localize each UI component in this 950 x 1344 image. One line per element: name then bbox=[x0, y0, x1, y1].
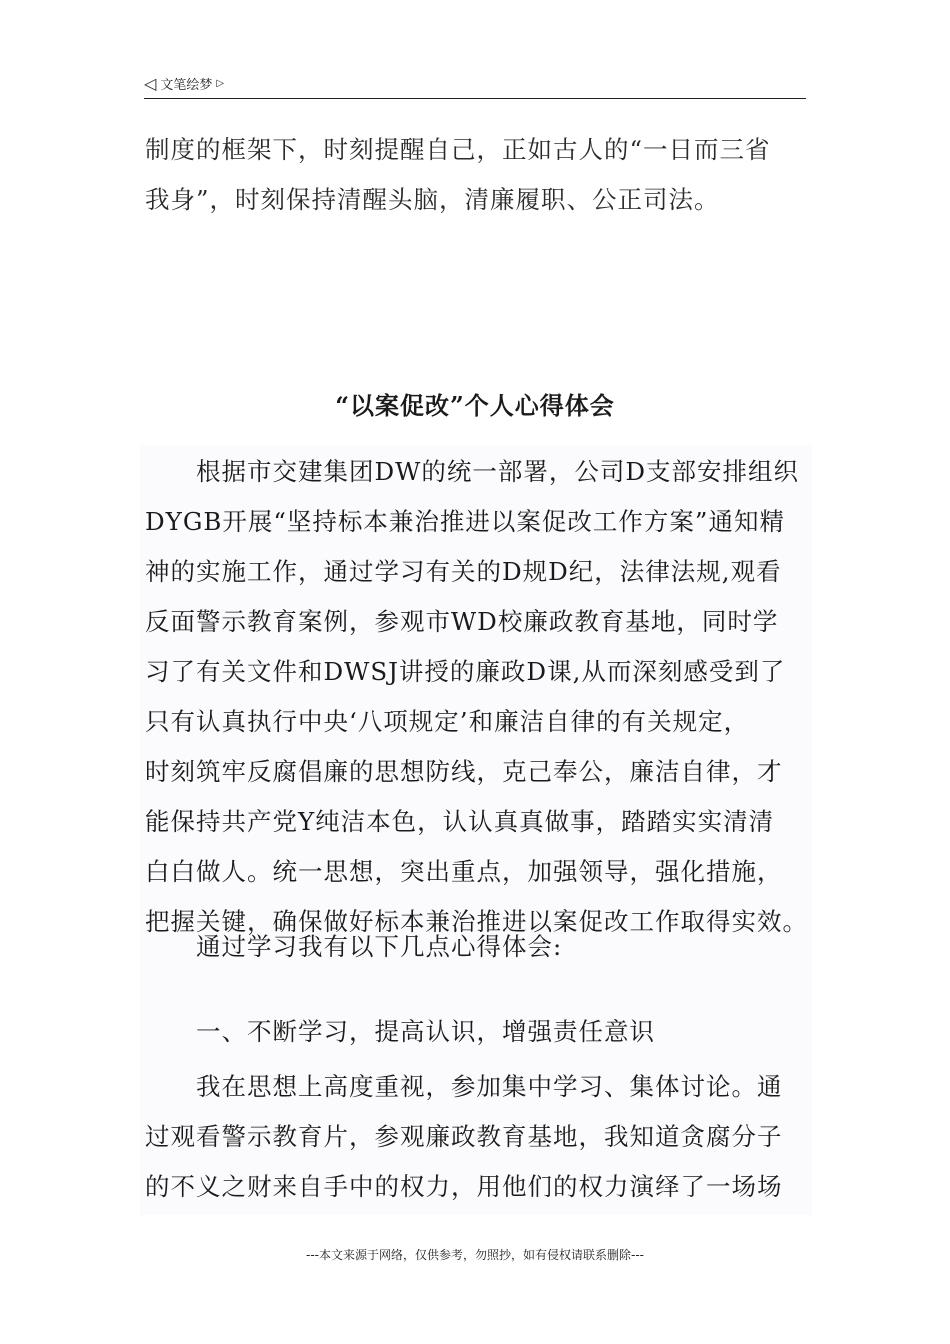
paragraph-intro: 根据市交建集团DW的统一部署，公司D支部安排组织 DYGB开展“坚持标本兼治推进以案促改工作方案”通知精 神的实施工作，通过学习有关的D规D纪，法律法规,观看 反面警示教育案例，参观市WD校廉政教育基地，同时学 习了有关文件和DWSJ讲授的廉政D课,从而深刻感受到了 只有认真执行中央‘八项规定’和廉洁自律的有关规定， 时刻筑牢反腐倡廉的思想防线，克己奉公，廉洁自律，才 能保持共产党Y纯洁本色，认认真真做事，踏踏实实清清 白白做人。统一思想，突出重点，加强领导，强化措施， 把握关键，确保做好标本兼治推进以案促改工作取得实效。 bbox=[145, 457, 808, 936]
header-text: 文笔绘梦 bbox=[160, 78, 213, 93]
continuation-paragraph: 制度的框架下，时刻提醒自己，正如古人的“一日而三省 我身”，时刻保持清醒头脑，清廉履职、公正司法。 bbox=[145, 135, 771, 214]
header-brand bbox=[144, 74, 224, 93]
document-title: “以案促改”个人心得体会 bbox=[335, 391, 615, 420]
page-footer: ---本文来源于网络，仅供参考，勿照抄，如有侵权请联系删除--- bbox=[306, 1248, 644, 1262]
paragraph-section-1: 我在思想上高度重视，参加集中学习、集体讨论。通 过观看警示教育片，参观廉政教育基地，我知道贪腐分子 的不义之财来自手中的权力，用他们的权力演绎了一场场 bbox=[145, 1072, 783, 1201]
triangle-left-outline-icon: ◁ bbox=[144, 73, 157, 93]
section-heading-1: 一、不断学习，提高认识，增强责任意识 bbox=[145, 1017, 655, 1046]
triangle-right-outline-icon: ▷ bbox=[216, 77, 225, 89]
page-header bbox=[144, 72, 806, 99]
paragraph-summary: 通过学习我有以下几点心得体会: bbox=[145, 932, 563, 961]
